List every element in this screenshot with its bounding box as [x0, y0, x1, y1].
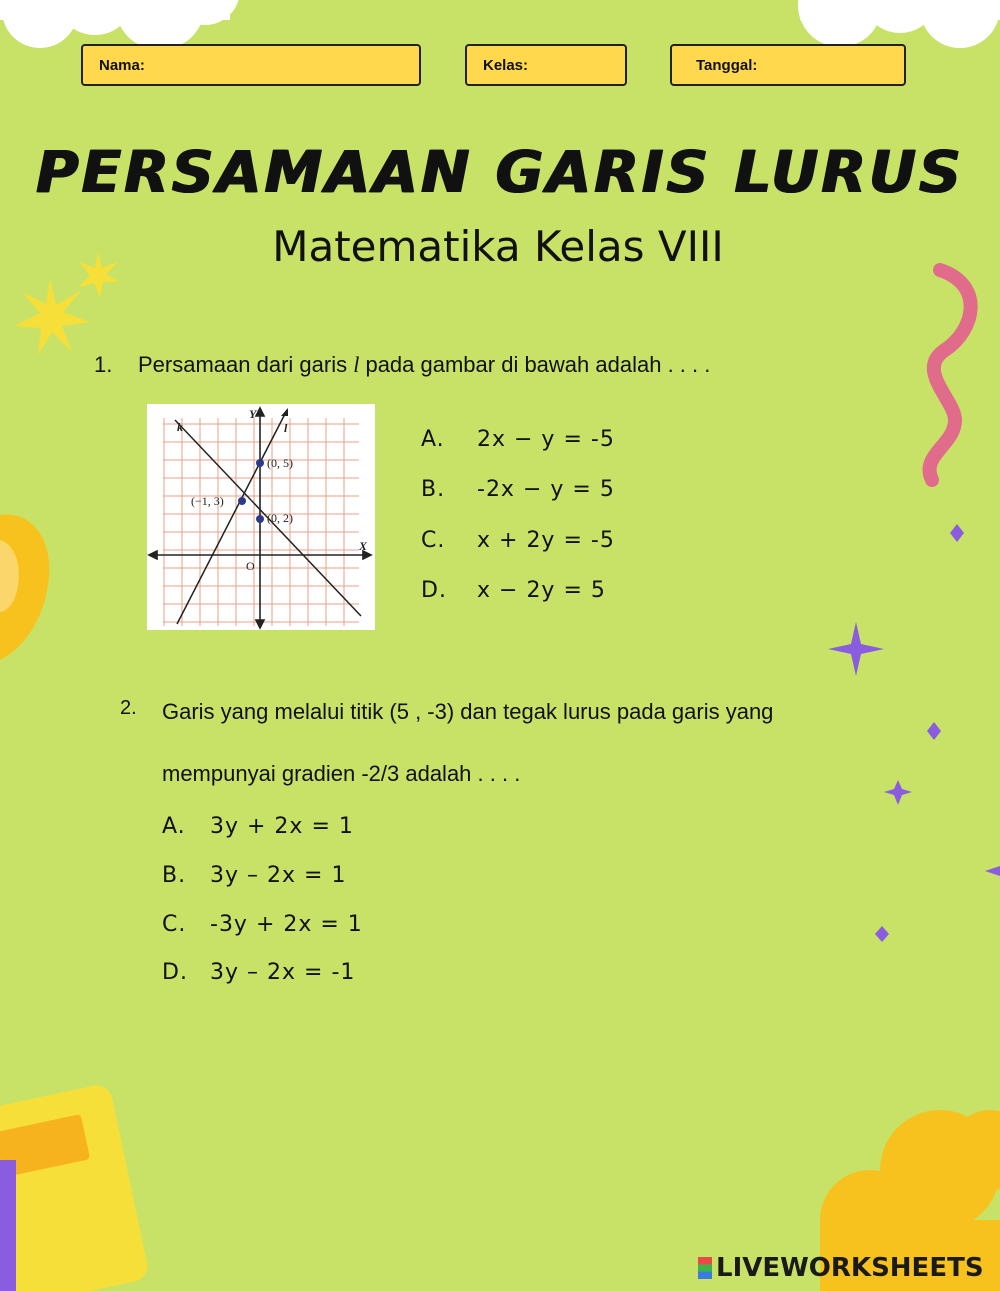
line-l-arrow — [281, 408, 288, 416]
q1-option-c[interactable] — [421, 528, 615, 553]
class-label: Kelas: — [483, 57, 529, 74]
axis-x-label: X — [359, 539, 368, 553]
point-a-label: (0, 5) — [267, 456, 293, 470]
question-1-number: 1. — [94, 352, 113, 377]
point-0-5 — [256, 459, 264, 467]
coordinate-graph — [147, 404, 375, 630]
date-label: Tanggal: — [696, 57, 758, 74]
q1-option-c-text: x + 2y = -5 — [477, 528, 615, 553]
point-b-label: (−1, 3) — [191, 494, 224, 508]
line-l-label: l — [284, 421, 288, 435]
axis-y-label: Y — [249, 407, 257, 421]
question-1-text — [138, 352, 710, 378]
q1-option-d-letter: D. — [421, 578, 447, 603]
name-field[interactable] — [81, 44, 421, 86]
q1-option-d[interactable] — [421, 578, 606, 603]
liveworksheets-logo — [698, 1253, 984, 1283]
page-subtitle: Matematika Kelas VIII — [272, 222, 724, 271]
line-k-label: k — [177, 420, 183, 434]
question-1-text-after: pada gambar di bawah adalah . . . . — [359, 352, 711, 377]
logo-text: LIVEWORKSHEETS — [716, 1253, 984, 1283]
squiggle-pink — [929, 270, 970, 480]
q2-option-a[interactable] — [162, 814, 354, 839]
q1-option-d-text: x − 2y = 5 — [477, 578, 606, 603]
date-field[interactable] — [670, 44, 906, 86]
origin-label: O — [246, 559, 255, 573]
cloud-top-right — [798, 0, 1000, 48]
graph-svg — [147, 404, 375, 630]
q2-option-c-text: -3y + 2x = 1 — [210, 912, 363, 937]
logo-icon — [698, 1257, 712, 1279]
q2-option-a-letter: A. — [162, 814, 186, 839]
cloud-top-left — [0, 0, 240, 50]
q2-option-b[interactable] — [162, 863, 346, 888]
question-2-number: 2. — [120, 697, 137, 719]
name-label: Nama: — [99, 57, 145, 74]
point-0-2 — [256, 515, 264, 523]
point-neg1-3 — [238, 497, 246, 505]
q1-option-b[interactable] — [421, 477, 615, 502]
question-1-text-before: Persamaan dari garis — [138, 352, 354, 377]
q1-option-a-text: 2x − y = -5 — [477, 427, 615, 452]
question-1-line-name: l — [353, 352, 360, 377]
q2-option-a-text: 3y + 2x = 1 — [210, 814, 354, 839]
notebook-icon — [0, 1083, 150, 1291]
question-2-line1: Garis yang melalui titik (5 , -3) dan tegak lurus pada garis yang — [162, 699, 774, 724]
q2-option-d[interactable] — [162, 960, 355, 985]
sparkle-icon — [828, 524, 1000, 942]
page-title: PERSAMAAN GARIS LURUS — [36, 138, 964, 206]
q2-option-c-letter: C. — [162, 912, 187, 937]
q2-option-d-text: 3y – 2x = -1 — [210, 960, 356, 985]
class-field[interactable] — [465, 44, 627, 86]
q2-option-b-text: 3y – 2x = 1 — [210, 863, 347, 888]
q1-option-c-letter: C. — [421, 528, 446, 553]
q1-option-b-letter: B. — [421, 477, 446, 502]
q1-option-a-letter: A. — [421, 427, 445, 452]
point-c-label: (0, 2) — [267, 511, 293, 525]
q1-option-b-text: -2x − y = 5 — [477, 477, 615, 502]
question-2-line2: mempunyai gradien -2/3 adalah . . . . — [162, 761, 521, 786]
q2-option-b-letter: B. — [162, 863, 187, 888]
q1-option-a[interactable] — [421, 427, 615, 452]
q2-option-c[interactable] — [162, 912, 363, 937]
q2-option-d-letter: D. — [162, 960, 188, 985]
